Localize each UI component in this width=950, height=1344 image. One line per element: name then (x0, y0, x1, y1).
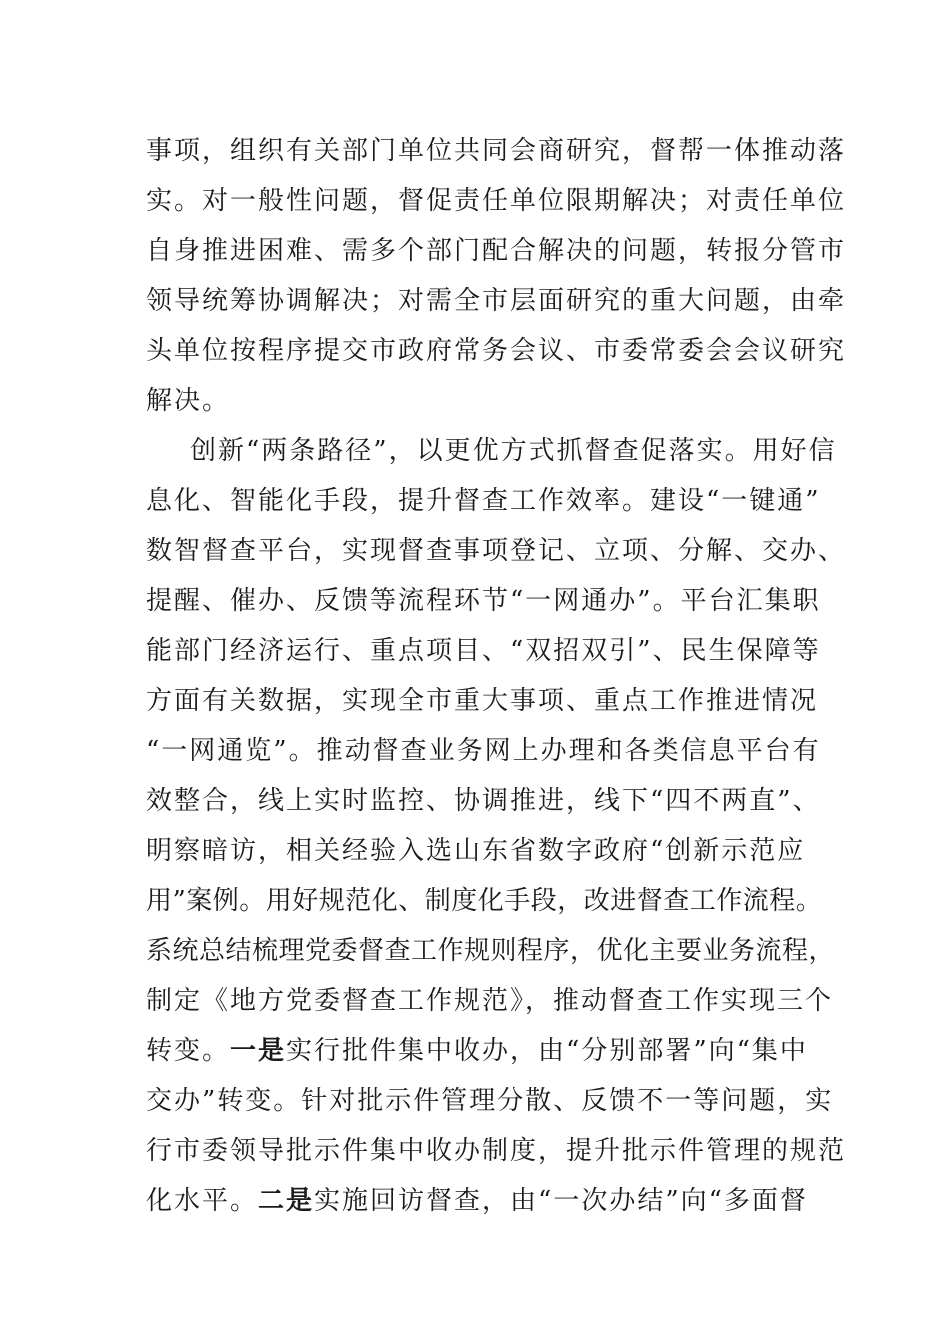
text-line: 自身推进困难、需多个部门配合解决的问题，转报分管市 (146, 236, 847, 266)
text-line: 提醒、催办、反馈等流程环节“一网通办”。平台汇集职 (146, 586, 821, 616)
text-segment: 化水平。 (146, 1186, 259, 1216)
text-line: 头单位按程序提交市政府常务会议、市委常委会会议研究 (146, 336, 847, 366)
text-line: 方面有关数据，实现全市重大事项、重点工作推进情况 (146, 686, 819, 716)
bold-marker-first: 一是 (230, 1036, 287, 1066)
text-line (146, 1026, 806, 1076)
bold-marker-second: 二是 (258, 1186, 315, 1216)
paragraph-first-line: 创新“两条路径”，以更优方式抓督查促落实。用好信 (190, 436, 837, 466)
text-segment: 实行批件集中收办，由“分别部署”向“集中 (286, 1036, 808, 1066)
document-body (146, 126, 847, 1226)
text-line (146, 1176, 806, 1226)
text-line: 交办”转变。针对批示件管理分散、反馈不一等问题，实 (146, 1086, 834, 1116)
text-line: 系统总结梳理党委督查工作规则程序，优化主要业务流程， (146, 936, 836, 966)
text-line: 实。对一般性问题，督促责任单位限期解决；对责任单位 (146, 186, 847, 216)
text-line: 数智督查平台，实现督查事项登记、立项、分解、交办、 (146, 536, 847, 566)
text-line: 效整合，线上实时监控、协调推进，线下“四不两直”、 (146, 786, 821, 816)
text-line: 明察暗访，相关经验入选山东省数字政府“创新示范应 (146, 836, 806, 866)
text-line: “一网通览”。推动督查业务网上办理和各类信息平台有 (146, 736, 821, 766)
text-line: 息化、智能化手段，提升督查工作效率。建设“一键通” (146, 486, 821, 516)
text-line: 解决。 (146, 386, 231, 416)
text-line: 事项，组织有关部门单位共同会商研究，督帮一体推动落 (146, 136, 847, 166)
text-line: 用”案例。用好规范化、制度化手段，改进督查工作流程。 (146, 886, 823, 916)
text-line: 能部门经济运行、重点项目、“双招双引”、民生保障等 (146, 636, 821, 666)
text-segment: 实施回访督查，由“一次办结”向“多面督 (314, 1186, 808, 1216)
text-line: 领导统筹协调解决；对需全市层面研究的重大问题，由牵 (146, 286, 847, 316)
text-line: 行市委领导批示件集中收办制度，提升批示件管理的规范 (146, 1136, 847, 1166)
text-line: 制定《地方党委督查工作规范》，推动督查工作实现三个 (146, 986, 834, 1016)
text-segment: 转变。 (146, 1036, 231, 1066)
